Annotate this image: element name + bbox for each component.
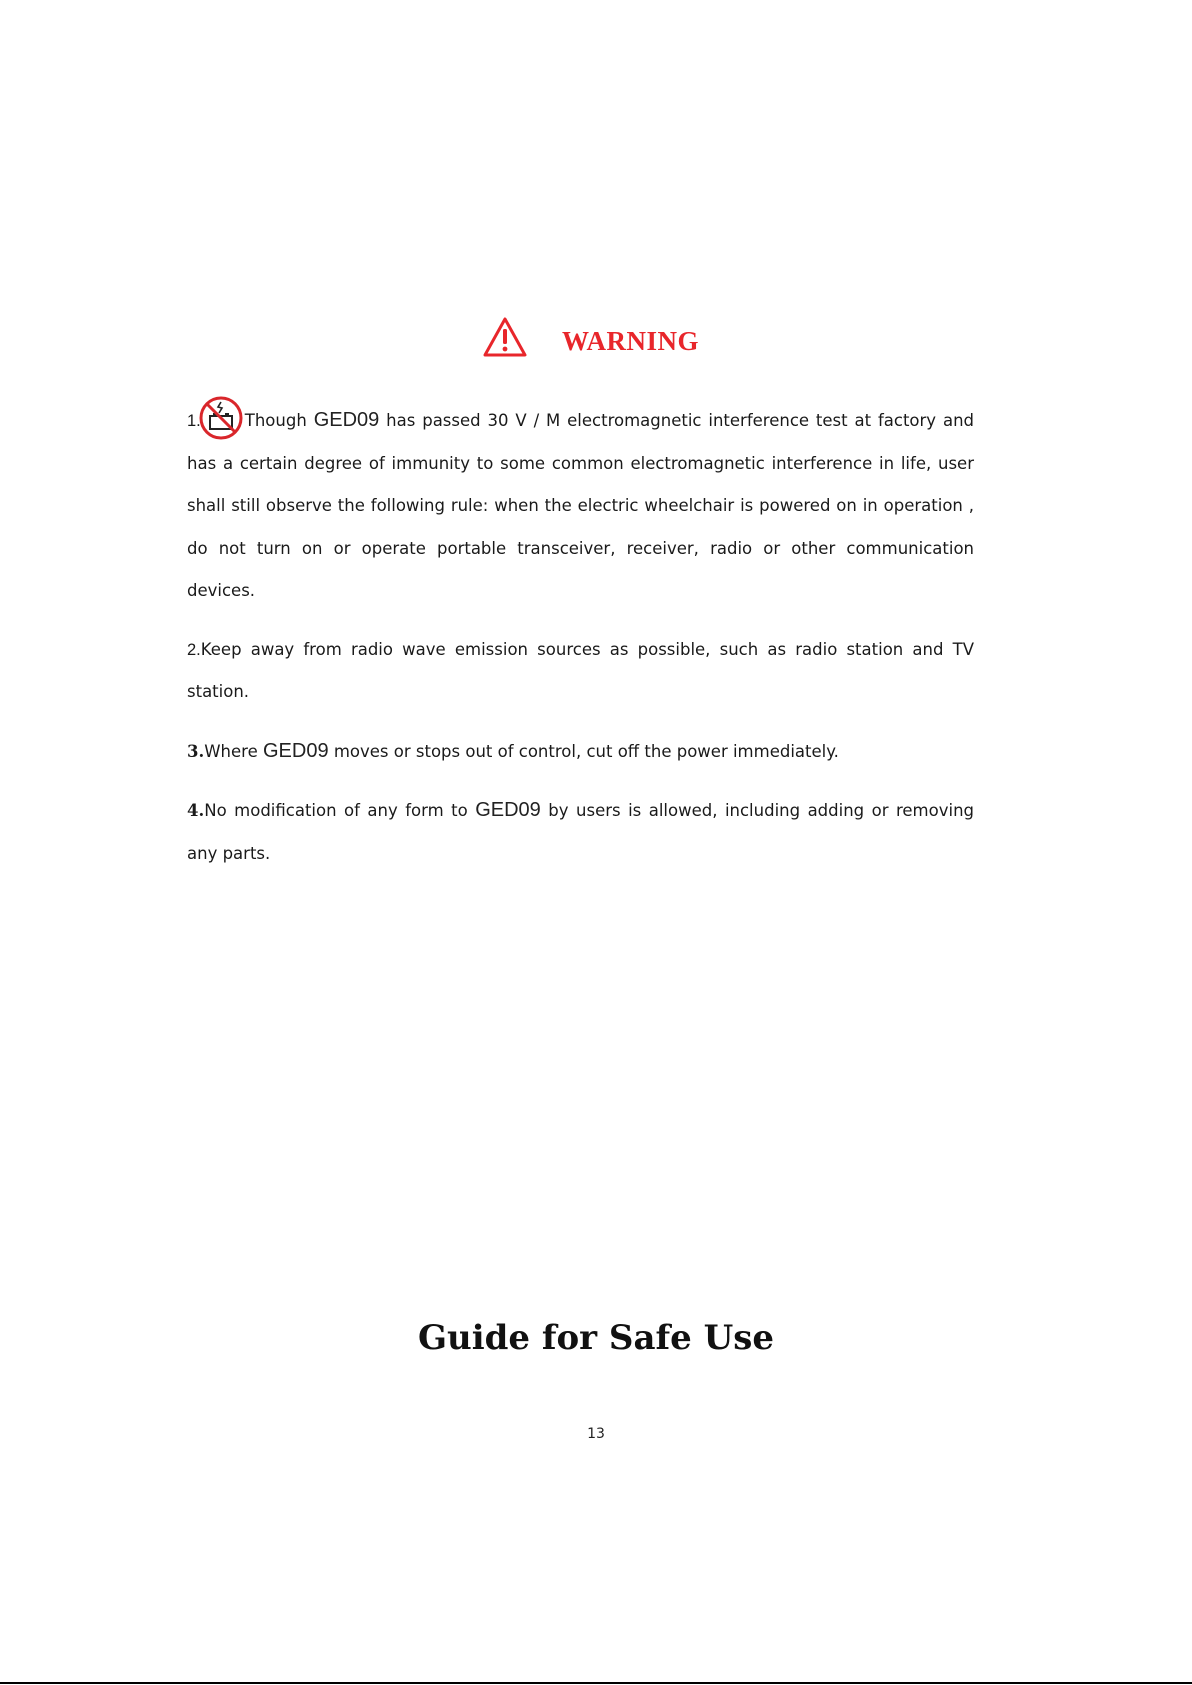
item-text-before: Though <box>244 411 314 430</box>
warning-item-2 <box>187 629 974 714</box>
model-name: GED09 <box>313 409 380 431</box>
warning-list <box>187 396 974 875</box>
item-number: 2. <box>187 640 201 659</box>
item-text-before: No modification of any form to <box>204 801 476 820</box>
page-number: 13 <box>587 1426 605 1442</box>
warning-item-3 <box>187 730 974 774</box>
warning-header <box>0 316 1192 362</box>
item-number: 1. <box>187 412 201 430</box>
item-text-after: has passed 30 V / M electromagnetic interference test at factory and has a certain degree of immunity to some common electromagnetic interference in life, user shall still observe the following rule: when the electric wheelchair is powered on in operation , do not turn on or operate portable transceiver, receiver, radio or other communication devices. <box>187 411 975 600</box>
model-name: GED09 <box>262 739 329 762</box>
item-text-before: Where <box>204 741 263 761</box>
item-text: Keep away from radio wave emission sources as possible, such as radio station and TV station. <box>187 639 974 701</box>
item-number: 3. <box>187 741 205 761</box>
bottom-divider <box>0 1682 1192 1684</box>
no-battery-charging-icon <box>199 396 243 440</box>
section-title: Guide for Safe Use <box>417 1318 775 1358</box>
item-number: 4. <box>187 801 205 820</box>
item-text-after: by users is allowed, including adding or removing any parts. <box>187 801 974 863</box>
warning-triangle-icon <box>482 316 528 358</box>
warning-item-4 <box>187 789 974 875</box>
item-text-after: moves or stops out of control, cut off the power immediately. <box>333 741 839 761</box>
model-name: GED09 <box>475 799 541 821</box>
warning-item-1 <box>187 396 974 613</box>
warning-title: WARNING <box>562 326 700 356</box>
